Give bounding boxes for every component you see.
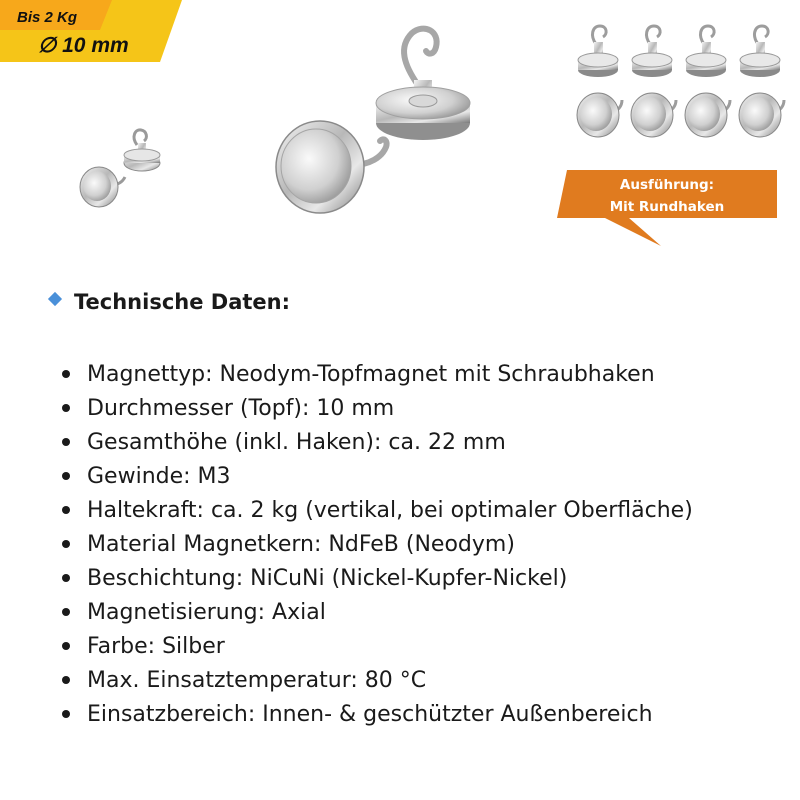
spec-text: Magnettyp: Neodym-Topfmagnet mit Schraubhaken	[87, 361, 655, 387]
variant-label: Ausführung:	[619, 177, 715, 193]
spec-list	[62, 357, 693, 731]
spec-text: Haltekraft: ca. 2 kg (vertikal, bei optimaler Oberfläche)	[87, 497, 693, 523]
bullet-icon	[62, 676, 70, 684]
variant-value: Mit Rundhaken	[609, 199, 725, 215]
spec-text: Material Magnetkern: NdFeB (Neodym)	[87, 531, 515, 557]
bullet-icon	[62, 574, 70, 582]
spec-text: Max. Einsatztemperatur: 80 °C	[87, 667, 427, 693]
bullet-icon	[62, 438, 70, 446]
bullet-icon	[62, 642, 70, 650]
list-item	[62, 629, 693, 663]
large-magnet-pair-image	[272, 25, 482, 225]
list-item	[62, 663, 693, 697]
list-item	[62, 493, 693, 527]
spec-text: Durchmesser (Topf): 10 mm	[87, 395, 395, 421]
spec-text: Gesamthöhe (inkl. Haken): ca. 22 mm	[87, 429, 506, 455]
blue-diamond-icon	[48, 292, 62, 306]
list-item	[62, 459, 693, 493]
list-item	[62, 561, 693, 595]
list-item	[62, 527, 693, 561]
list-item	[62, 357, 693, 391]
list-item	[62, 697, 693, 731]
magnet-set-grid-image	[570, 20, 790, 145]
section-title: Technische Daten:	[74, 290, 291, 314]
spec-text: Gewinde: M3	[87, 463, 231, 489]
bullet-icon	[62, 404, 70, 412]
spec-text: Farbe: Silber	[87, 633, 225, 659]
list-item	[62, 425, 693, 459]
bullet-icon	[62, 370, 70, 378]
load-capacity-label: Bis 2 Kg	[17, 9, 78, 26]
variant-ribbon-text	[557, 174, 777, 218]
bullet-icon	[62, 506, 70, 514]
technical-data-heading	[50, 290, 290, 314]
spec-text: Magnetisierung: Axial	[87, 599, 326, 625]
bullet-icon	[62, 540, 70, 548]
bullet-icon	[62, 710, 70, 718]
bullet-icon	[62, 472, 70, 480]
list-item	[62, 595, 693, 629]
list-item	[62, 391, 693, 425]
bullet-icon	[62, 608, 70, 616]
spec-text: Einsatzbereich: Innen- & geschützter Außenbereich	[87, 701, 653, 727]
spec-text: Beschichtung: NiCuNi (Nickel-Kupfer-Nickel)	[87, 565, 568, 591]
small-magnet-pair-image	[75, 125, 170, 210]
diameter-label: ∅ 10 mm	[38, 34, 129, 57]
